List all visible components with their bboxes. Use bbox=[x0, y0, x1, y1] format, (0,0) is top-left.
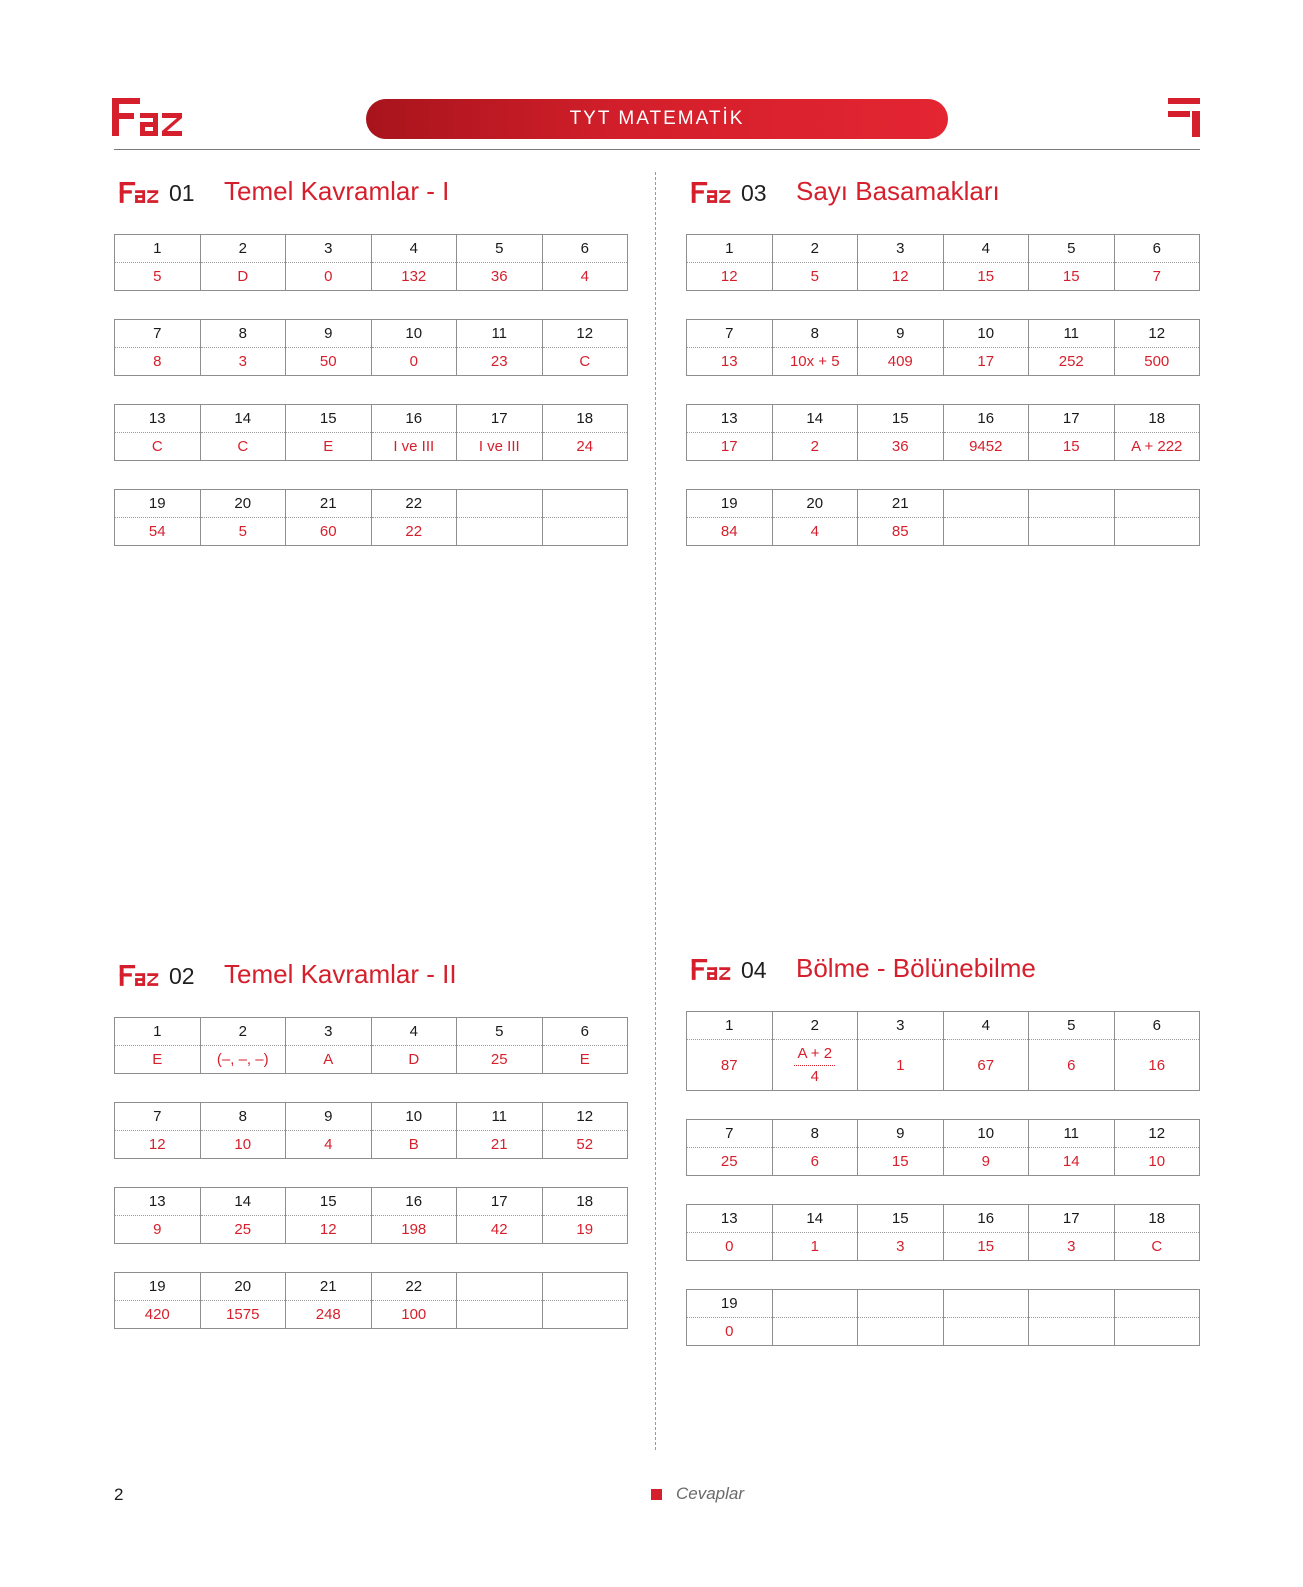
answer-section bbox=[686, 172, 1200, 574]
answer-cell bbox=[943, 1318, 1029, 1346]
answer-table bbox=[686, 234, 1200, 291]
question-number-cell bbox=[1114, 490, 1200, 518]
section-header bbox=[114, 172, 628, 216]
answer-cell: 7 bbox=[1114, 263, 1200, 291]
question-number-cell bbox=[542, 490, 628, 518]
answer-cell bbox=[542, 518, 628, 546]
question-number-cell: 11 bbox=[1029, 1120, 1115, 1148]
answer-table bbox=[114, 1102, 628, 1159]
question-number-cell: 13 bbox=[687, 1205, 773, 1233]
answer-cell: A bbox=[286, 1046, 372, 1074]
answer-cell: 4 bbox=[772, 518, 858, 546]
answer-table bbox=[114, 1272, 628, 1329]
question-number-cell bbox=[1029, 490, 1115, 518]
answer-table bbox=[686, 1289, 1200, 1346]
question-number-cell bbox=[943, 490, 1029, 518]
answer-cell: 1575 bbox=[200, 1301, 286, 1329]
answer-table bbox=[686, 1204, 1200, 1261]
fraction-denominator: 4 bbox=[810, 1067, 819, 1085]
question-number-cell: 1 bbox=[687, 235, 773, 263]
question-number-cell: 17 bbox=[457, 1188, 543, 1216]
question-number-cell: 5 bbox=[1029, 235, 1115, 263]
answer-cell bbox=[772, 1040, 858, 1091]
answer-cell: (–, –, –) bbox=[200, 1046, 286, 1074]
answer-cell: 25 bbox=[200, 1216, 286, 1244]
question-number-cell: 15 bbox=[858, 405, 944, 433]
answer-cell: 1 bbox=[858, 1040, 944, 1091]
fraction-answer bbox=[794, 1045, 835, 1086]
answer-cell: 60 bbox=[286, 518, 372, 546]
answer-table bbox=[686, 319, 1200, 376]
corner-logo-mark bbox=[1168, 98, 1200, 138]
question-number-cell: 21 bbox=[286, 490, 372, 518]
answer-cell: 10x + 5 bbox=[772, 348, 858, 376]
section-number: 01 bbox=[169, 180, 195, 206]
question-number-cell: 18 bbox=[542, 1188, 628, 1216]
answer-cell: 198 bbox=[371, 1216, 457, 1244]
question-number-cell: 18 bbox=[1114, 405, 1200, 433]
answer-cell: 12 bbox=[687, 263, 773, 291]
answer-cell: 13 bbox=[687, 348, 773, 376]
answer-cell: 14 bbox=[1029, 1148, 1115, 1176]
brand-mini-logo bbox=[119, 182, 159, 204]
question-number-cell bbox=[542, 1273, 628, 1301]
answer-table bbox=[114, 1187, 628, 1244]
question-number-cell: 19 bbox=[687, 490, 773, 518]
question-number-cell: 17 bbox=[1029, 1205, 1115, 1233]
answer-cell: 15 bbox=[1029, 433, 1115, 461]
question-number-cell: 16 bbox=[943, 1205, 1029, 1233]
answer-cell: 22 bbox=[371, 518, 457, 546]
answer-cell: 17 bbox=[687, 433, 773, 461]
answer-cell: 36 bbox=[457, 263, 543, 291]
answer-cell: 252 bbox=[1029, 348, 1115, 376]
answer-table bbox=[114, 489, 628, 546]
question-number-cell bbox=[1114, 1290, 1200, 1318]
answer-cell: 0 bbox=[687, 1233, 773, 1261]
question-number-cell: 3 bbox=[286, 235, 372, 263]
question-number-cell: 18 bbox=[1114, 1205, 1200, 1233]
answer-cell: 15 bbox=[943, 263, 1029, 291]
answer-cell: 2 bbox=[772, 433, 858, 461]
question-number-cell: 4 bbox=[943, 1012, 1029, 1040]
answer-cell: C bbox=[115, 433, 201, 461]
answer-cell bbox=[1029, 1318, 1115, 1346]
answer-cell: 0 bbox=[286, 263, 372, 291]
question-number-cell: 9 bbox=[286, 320, 372, 348]
answer-cell: 1 bbox=[772, 1233, 858, 1261]
question-number-cell: 19 bbox=[115, 490, 201, 518]
question-number-cell: 10 bbox=[943, 320, 1029, 348]
brand-mini-logo bbox=[119, 965, 159, 987]
question-number-cell: 1 bbox=[115, 235, 201, 263]
question-number-cell: 4 bbox=[943, 235, 1029, 263]
question-number-cell: 15 bbox=[286, 1188, 372, 1216]
question-number-cell: 22 bbox=[371, 490, 457, 518]
question-number-cell: 15 bbox=[858, 1205, 944, 1233]
brand-mini-logo bbox=[691, 182, 731, 204]
answer-table bbox=[114, 1017, 628, 1074]
answer-cell: 85 bbox=[858, 518, 944, 546]
answer-cell bbox=[457, 518, 543, 546]
answer-cell: 67 bbox=[943, 1040, 1029, 1091]
answer-cell bbox=[1114, 518, 1200, 546]
answer-cell: 420 bbox=[115, 1301, 201, 1329]
answer-cell: 5 bbox=[772, 263, 858, 291]
answer-table bbox=[686, 1119, 1200, 1176]
answer-cell: 19 bbox=[542, 1216, 628, 1244]
answer-cell bbox=[1029, 518, 1115, 546]
question-number-cell: 6 bbox=[542, 235, 628, 263]
question-number-cell: 6 bbox=[542, 1018, 628, 1046]
answer-cell: 3 bbox=[858, 1233, 944, 1261]
answer-cell: 4 bbox=[542, 263, 628, 291]
question-number-cell: 8 bbox=[200, 320, 286, 348]
answer-section bbox=[114, 172, 628, 574]
footer-square-icon bbox=[651, 1489, 662, 1500]
answer-cell: 8 bbox=[115, 348, 201, 376]
answer-table bbox=[114, 234, 628, 291]
answer-cell: C bbox=[200, 433, 286, 461]
answer-cell: 10 bbox=[200, 1131, 286, 1159]
answer-cell: I ve III bbox=[371, 433, 457, 461]
answer-cell: 10 bbox=[1114, 1148, 1200, 1176]
question-number-cell: 22 bbox=[371, 1273, 457, 1301]
question-number-cell: 4 bbox=[371, 1018, 457, 1046]
question-number-cell: 11 bbox=[457, 320, 543, 348]
answer-cell bbox=[1114, 1318, 1200, 1346]
question-number-cell: 8 bbox=[200, 1103, 286, 1131]
question-number-cell: 2 bbox=[200, 1018, 286, 1046]
brand-mini-logo bbox=[691, 959, 731, 981]
answer-cell: E bbox=[542, 1046, 628, 1074]
answer-cell: 36 bbox=[858, 433, 944, 461]
answer-cell: 15 bbox=[943, 1233, 1029, 1261]
answer-cell: 248 bbox=[286, 1301, 372, 1329]
answer-cell: C bbox=[1114, 1233, 1200, 1261]
answer-cell: 16 bbox=[1114, 1040, 1200, 1091]
question-number-cell: 8 bbox=[772, 320, 858, 348]
answer-cell: C bbox=[542, 348, 628, 376]
page-number: 2 bbox=[114, 1485, 124, 1504]
question-number-cell: 13 bbox=[115, 405, 201, 433]
answer-cell: 0 bbox=[371, 348, 457, 376]
answer-cell: 4 bbox=[286, 1131, 372, 1159]
question-number-cell: 14 bbox=[772, 1205, 858, 1233]
answer-cell: I ve III bbox=[457, 433, 543, 461]
question-number-cell: 20 bbox=[772, 490, 858, 518]
answer-table bbox=[686, 489, 1200, 546]
answer-cell: 87 bbox=[687, 1040, 773, 1091]
answer-cell: E bbox=[115, 1046, 201, 1074]
section-title: Bölme - Bölünebilme bbox=[796, 953, 1036, 983]
answer-cell bbox=[542, 1301, 628, 1329]
answer-cell: 3 bbox=[200, 348, 286, 376]
question-number-cell: 12 bbox=[542, 1103, 628, 1131]
question-number-cell: 14 bbox=[772, 405, 858, 433]
section-number: 04 bbox=[741, 957, 767, 983]
question-number-cell: 14 bbox=[200, 405, 286, 433]
section-number: 03 bbox=[741, 180, 767, 206]
question-number-cell: 7 bbox=[687, 1120, 773, 1148]
answer-cell bbox=[858, 1318, 944, 1346]
question-number-cell: 9 bbox=[858, 1120, 944, 1148]
answer-cell: 132 bbox=[371, 263, 457, 291]
answer-cell bbox=[943, 518, 1029, 546]
question-number-cell bbox=[943, 1290, 1029, 1318]
question-number-cell: 7 bbox=[115, 1103, 201, 1131]
question-number-cell: 1 bbox=[687, 1012, 773, 1040]
answer-cell: 6 bbox=[772, 1148, 858, 1176]
question-number-cell: 5 bbox=[1029, 1012, 1115, 1040]
answer-cell: 21 bbox=[457, 1131, 543, 1159]
question-number-cell: 7 bbox=[115, 320, 201, 348]
question-number-cell: 9 bbox=[858, 320, 944, 348]
answer-cell: 9452 bbox=[943, 433, 1029, 461]
answer-table bbox=[686, 404, 1200, 461]
answer-cell: D bbox=[200, 263, 286, 291]
section-title: Sayı Basamakları bbox=[796, 176, 1000, 206]
question-number-cell bbox=[772, 1290, 858, 1318]
answer-cell: 0 bbox=[687, 1318, 773, 1346]
answer-cell: 9 bbox=[943, 1148, 1029, 1176]
answer-cell: 50 bbox=[286, 348, 372, 376]
question-number-cell: 5 bbox=[457, 235, 543, 263]
section-title: Temel Kavramlar - I bbox=[224, 176, 450, 206]
footer-label: Cevaplar bbox=[676, 1484, 745, 1503]
question-number-cell: 12 bbox=[1114, 1120, 1200, 1148]
answer-cell: 15 bbox=[858, 1148, 944, 1176]
answer-cell: 15 bbox=[1029, 263, 1115, 291]
question-number-cell: 16 bbox=[371, 405, 457, 433]
question-number-cell: 3 bbox=[286, 1018, 372, 1046]
section-header bbox=[686, 172, 1200, 216]
brand-logo bbox=[112, 98, 182, 138]
question-number-cell: 10 bbox=[371, 1103, 457, 1131]
question-number-cell: 6 bbox=[1114, 235, 1200, 263]
answer-cell: 3 bbox=[1029, 1233, 1115, 1261]
answer-cell: E bbox=[286, 433, 372, 461]
answer-cell: A + 222 bbox=[1114, 433, 1200, 461]
answer-table bbox=[114, 404, 628, 461]
question-number-cell: 18 bbox=[542, 405, 628, 433]
section-number: 02 bbox=[169, 963, 195, 989]
question-number-cell: 13 bbox=[115, 1188, 201, 1216]
answer-cell: 500 bbox=[1114, 348, 1200, 376]
question-number-cell: 17 bbox=[457, 405, 543, 433]
answer-table bbox=[686, 1011, 1200, 1091]
answer-cell: 6 bbox=[1029, 1040, 1115, 1091]
answer-cell: 25 bbox=[457, 1046, 543, 1074]
question-number-cell: 6 bbox=[1114, 1012, 1200, 1040]
question-number-cell: 19 bbox=[115, 1273, 201, 1301]
question-number-cell: 12 bbox=[1114, 320, 1200, 348]
question-number-cell bbox=[1029, 1290, 1115, 1318]
question-number-cell: 10 bbox=[943, 1120, 1029, 1148]
question-number-cell: 21 bbox=[286, 1273, 372, 1301]
answer-cell: 5 bbox=[200, 518, 286, 546]
page-title: TYT MATEMATİK bbox=[366, 99, 948, 139]
fraction-numerator: A + 2 bbox=[794, 1045, 835, 1066]
question-number-cell: 10 bbox=[371, 320, 457, 348]
answer-section bbox=[686, 949, 1200, 1374]
question-number-cell: 17 bbox=[1029, 405, 1115, 433]
answer-cell: 12 bbox=[858, 263, 944, 291]
answer-cell: 100 bbox=[371, 1301, 457, 1329]
section-title: Temel Kavramlar - II bbox=[224, 959, 457, 989]
question-number-cell: 13 bbox=[687, 405, 773, 433]
answer-cell: 24 bbox=[542, 433, 628, 461]
question-number-cell: 2 bbox=[772, 235, 858, 263]
question-number-cell: 3 bbox=[858, 235, 944, 263]
answer-section bbox=[114, 955, 628, 1357]
question-number-cell bbox=[457, 490, 543, 518]
question-number-cell: 19 bbox=[687, 1290, 773, 1318]
section-header bbox=[686, 949, 1200, 993]
answer-cell: 42 bbox=[457, 1216, 543, 1244]
question-number-cell bbox=[858, 1290, 944, 1318]
column-divider bbox=[655, 172, 656, 1450]
answer-cell: 23 bbox=[457, 348, 543, 376]
answer-cell: D bbox=[371, 1046, 457, 1074]
question-number-cell: 3 bbox=[858, 1012, 944, 1040]
answer-cell bbox=[457, 1301, 543, 1329]
question-number-cell: 20 bbox=[200, 490, 286, 518]
question-number-cell: 11 bbox=[457, 1103, 543, 1131]
answer-cell: B bbox=[371, 1131, 457, 1159]
answer-cell: 9 bbox=[115, 1216, 201, 1244]
question-number-cell: 20 bbox=[200, 1273, 286, 1301]
question-number-cell: 12 bbox=[542, 320, 628, 348]
answer-cell: 25 bbox=[687, 1148, 773, 1176]
answer-cell: 12 bbox=[286, 1216, 372, 1244]
question-number-cell: 21 bbox=[858, 490, 944, 518]
question-number-cell: 1 bbox=[115, 1018, 201, 1046]
question-number-cell: 7 bbox=[687, 320, 773, 348]
question-number-cell: 15 bbox=[286, 405, 372, 433]
question-number-cell: 8 bbox=[772, 1120, 858, 1148]
answer-cell: 5 bbox=[115, 263, 201, 291]
answer-cell: 409 bbox=[858, 348, 944, 376]
question-number-cell: 5 bbox=[457, 1018, 543, 1046]
question-number-cell: 14 bbox=[200, 1188, 286, 1216]
answer-cell: 17 bbox=[943, 348, 1029, 376]
answer-cell: 52 bbox=[542, 1131, 628, 1159]
answer-cell bbox=[772, 1318, 858, 1346]
question-number-cell: 16 bbox=[943, 405, 1029, 433]
question-number-cell: 11 bbox=[1029, 320, 1115, 348]
question-number-cell: 16 bbox=[371, 1188, 457, 1216]
question-number-cell: 2 bbox=[200, 235, 286, 263]
section-header bbox=[114, 955, 628, 999]
question-number-cell: 9 bbox=[286, 1103, 372, 1131]
question-number-cell bbox=[457, 1273, 543, 1301]
answer-table bbox=[114, 319, 628, 376]
answer-cell: 54 bbox=[115, 518, 201, 546]
answer-cell: 12 bbox=[115, 1131, 201, 1159]
header-rule bbox=[114, 149, 1200, 150]
answer-cell: 84 bbox=[687, 518, 773, 546]
question-number-cell: 2 bbox=[772, 1012, 858, 1040]
question-number-cell: 4 bbox=[371, 235, 457, 263]
